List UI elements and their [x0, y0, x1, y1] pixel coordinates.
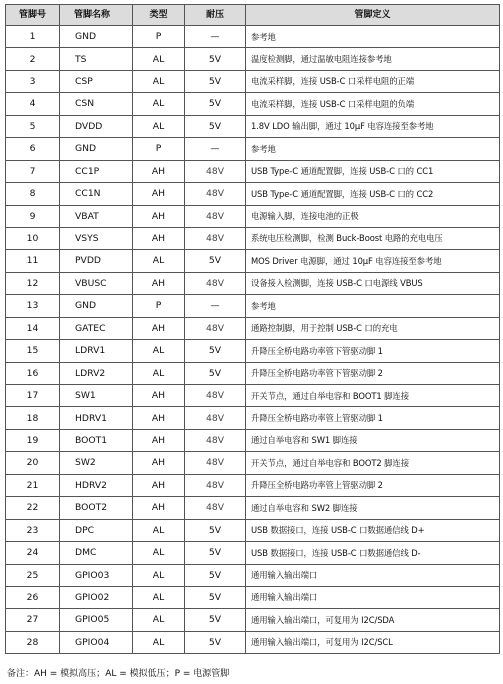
pin-type-cell: AH: [133, 474, 185, 496]
pin-definition-cell: USB 数据接口，连接 USB-C 口数据通信线 D-: [246, 542, 500, 564]
table-row: [6, 317, 500, 339]
pin-type-cell: P: [133, 138, 185, 160]
pin-voltage-cell: 48V: [185, 160, 246, 182]
pin-definition-cell: USB Type-C 通道配置脚，连接 USB-C 口的 CC2: [246, 183, 500, 205]
pin-name-cell: SW2: [60, 452, 133, 474]
pin-number-cell: 16: [6, 362, 60, 384]
pin-definition-cell: 电流采样脚，连接 USB-C 口采样电阻的负端: [246, 93, 500, 115]
pin-name-cell: GPIO03: [60, 564, 133, 586]
pin-name-cell: CSN: [60, 93, 133, 115]
pin-name-cell: GATEC: [60, 317, 133, 339]
table-row: [6, 250, 500, 272]
pin-definition-cell: USB 数据接口，连接 USB-C 口数据通信线 D+: [246, 519, 500, 541]
pin-type-cell: AL: [133, 609, 185, 631]
table-row: [6, 227, 500, 249]
pin-type-cell: AL: [133, 93, 185, 115]
pin-name-cell: HDRV2: [60, 474, 133, 496]
pin-voltage-cell: 5V: [185, 564, 246, 586]
table-row: [6, 183, 500, 205]
pin-name-cell: LDRV2: [60, 362, 133, 384]
pin-definition-cell: 参考地: [246, 138, 500, 160]
pin-name-cell: HDRV1: [60, 407, 133, 429]
pin-type-cell: AL: [133, 48, 185, 70]
pin-definition-cell: 通路控制脚，用于控制 USB-C 口的充电: [246, 317, 500, 339]
table-row: [6, 519, 500, 541]
pin-name-cell: VBAT: [60, 205, 133, 227]
pin-name-cell: DMC: [60, 542, 133, 564]
pin-number-cell: 11: [6, 250, 60, 272]
pin-type-cell: AL: [133, 70, 185, 92]
pin-number-cell: 19: [6, 429, 60, 451]
pin-type-cell: AL: [133, 586, 185, 608]
table-row: [6, 272, 500, 294]
pin-definition-cell: 参考地: [246, 26, 500, 48]
pin-number-cell: 9: [6, 205, 60, 227]
pin-type-cell: AH: [133, 183, 185, 205]
pin-number-cell: 26: [6, 586, 60, 608]
pin-definition-cell: 设备接入检测脚，连接 USB-C 口电源线 VBUS: [246, 272, 500, 294]
table-row: [6, 609, 500, 631]
pin-voltage-cell: 48V: [185, 317, 246, 339]
table-row: [6, 295, 500, 317]
table-row: [6, 70, 500, 92]
pin-type-cell: AH: [133, 317, 185, 339]
pin-name-cell: GND: [60, 138, 133, 160]
table-header-row: [6, 5, 500, 26]
pin-number-cell: 24: [6, 542, 60, 564]
pin-number-cell: 13: [6, 295, 60, 317]
pin-name-cell: GPIO02: [60, 586, 133, 608]
pin-definition-cell: 温度检测脚，通过温敏电阻连接参考地: [246, 48, 500, 70]
pin-type-cell: AL: [133, 115, 185, 137]
pin-voltage-cell: 5V: [185, 542, 246, 564]
pin-definition-cell: 电流采样脚，连接 USB-C 口采样电阻的正端: [246, 70, 500, 92]
pin-definition-cell: 升降压全桥电路功率管上管驱动脚 2: [246, 474, 500, 496]
pin-number-cell: 2: [6, 48, 60, 70]
table-row: [6, 385, 500, 407]
pin-number-cell: 22: [6, 497, 60, 519]
pin-voltage-cell: 48V: [185, 385, 246, 407]
pin-type-cell: AL: [133, 631, 185, 653]
pin-voltage-cell: 48V: [185, 227, 246, 249]
pin-number-cell: 14: [6, 317, 60, 339]
header-pin-name: 管脚名称: [60, 5, 133, 26]
pin-voltage-cell: 5V: [185, 586, 246, 608]
table-row: [6, 93, 500, 115]
pin-number-cell: 4: [6, 93, 60, 115]
pin-definition-cell: MOS Driver 电源脚，通过 10μF 电容连接至参考地: [246, 250, 500, 272]
table-row: [6, 205, 500, 227]
pin-number-cell: 10: [6, 227, 60, 249]
pin-name-cell: GND: [60, 295, 133, 317]
table-row: [6, 138, 500, 160]
pin-type-cell: AH: [133, 272, 185, 294]
table-row: [6, 407, 500, 429]
pin-voltage-cell: 5V: [185, 70, 246, 92]
pin-name-cell: CSP: [60, 70, 133, 92]
pin-definition-cell: 系统电压检测脚，检测 Buck-Boost 电路的充电电压: [246, 227, 500, 249]
table-row: [6, 586, 500, 608]
pin-type-cell: AL: [133, 340, 185, 362]
pin-voltage-cell: —: [185, 26, 246, 48]
pin-name-cell: BOOT2: [60, 497, 133, 519]
header-pin-number: 管脚号: [6, 5, 60, 26]
pin-number-cell: 12: [6, 272, 60, 294]
pin-name-cell: LDRV1: [60, 340, 133, 362]
pin-type-cell: AH: [133, 497, 185, 519]
pin-definition-cell: 通用输入输出端口，可复用为 I2C/SCL: [246, 631, 500, 653]
table-row: [6, 160, 500, 182]
pin-type-cell: AH: [133, 160, 185, 182]
pin-number-cell: 18: [6, 407, 60, 429]
table-row: [6, 362, 500, 384]
pin-definition-table: [5, 4, 500, 654]
pin-definition-cell: 升降压全桥电路功率管下管驱动脚 1: [246, 340, 500, 362]
pin-voltage-cell: 5V: [185, 631, 246, 653]
pin-definition-cell: 开关节点，通过自举电容和 BOOT1 脚连接: [246, 385, 500, 407]
pin-type-cell: AH: [133, 429, 185, 451]
pin-definition-cell: 开关节点，通过自举电容和 BOOT2 脚连接: [246, 452, 500, 474]
pin-type-cell: AH: [133, 407, 185, 429]
table-row: [6, 26, 500, 48]
pin-name-cell: PVDD: [60, 250, 133, 272]
pin-name-cell: GPIO04: [60, 631, 133, 653]
pin-name-cell: VBUSC: [60, 272, 133, 294]
pin-voltage-cell: 48V: [185, 183, 246, 205]
pin-type-cell: AH: [133, 227, 185, 249]
pin-name-cell: GND: [60, 26, 133, 48]
footnote: 备注：AH = 模拟高压；AL = 模拟低压；P = 电源管脚: [7, 669, 230, 679]
table-row: [6, 631, 500, 653]
table-row: [6, 48, 500, 70]
pin-voltage-cell: 48V: [185, 452, 246, 474]
pin-definition-cell: 通用输入输出端口: [246, 586, 500, 608]
pin-voltage-cell: 5V: [185, 250, 246, 272]
pin-definition-cell: 升降压全桥电路功率管下管驱动脚 2: [246, 362, 500, 384]
pin-voltage-cell: 48V: [185, 497, 246, 519]
table-row: [6, 429, 500, 451]
pin-type-cell: AL: [133, 542, 185, 564]
pin-name-cell: SW1: [60, 385, 133, 407]
pin-type-cell: AL: [133, 250, 185, 272]
pin-number-cell: 23: [6, 519, 60, 541]
pin-voltage-cell: 48V: [185, 272, 246, 294]
pin-type-cell: AH: [133, 205, 185, 227]
pin-voltage-cell: 5V: [185, 48, 246, 70]
pin-name-cell: VSYS: [60, 227, 133, 249]
table-row: [6, 452, 500, 474]
table-row: [6, 474, 500, 496]
pin-name-cell: CC1P: [60, 160, 133, 182]
pin-number-cell: 7: [6, 160, 60, 182]
pin-number-cell: 5: [6, 115, 60, 137]
pin-definition-cell: 通过自举电容和 SW2 脚连接: [246, 497, 500, 519]
pin-voltage-cell: 48V: [185, 407, 246, 429]
pin-type-cell: AL: [133, 362, 185, 384]
table-row: [6, 115, 500, 137]
pin-name-cell: CC1N: [60, 183, 133, 205]
pin-definition-cell: USB Type-C 通道配置脚，连接 USB-C 口的 CC1: [246, 160, 500, 182]
pin-number-cell: 20: [6, 452, 60, 474]
pin-voltage-cell: 5V: [185, 93, 246, 115]
pin-number-cell: 28: [6, 631, 60, 653]
pin-definition-cell: 升降压全桥电路功率管上管驱动脚 1: [246, 407, 500, 429]
pin-number-cell: 27: [6, 609, 60, 631]
pin-voltage-cell: —: [185, 138, 246, 160]
pin-definition-cell: 参考地: [246, 295, 500, 317]
header-type: 类型: [133, 5, 185, 26]
header-voltage: 耐压: [185, 5, 246, 26]
pin-number-cell: 21: [6, 474, 60, 496]
pin-voltage-cell: 48V: [185, 474, 246, 496]
pin-definition-cell: 1.8V LDO 输出脚，通过 10μF 电容连接至参考地: [246, 115, 500, 137]
pin-type-cell: AH: [133, 385, 185, 407]
pin-voltage-cell: 5V: [185, 115, 246, 137]
pin-type-cell: P: [133, 26, 185, 48]
pin-definition-cell: 电源输入脚，连接电池的正极: [246, 205, 500, 227]
pin-name-cell: TS: [60, 48, 133, 70]
pin-definition-cell: 通过自举电容和 SW1 脚连接: [246, 429, 500, 451]
pin-type-cell: P: [133, 295, 185, 317]
pin-definition-cell: 通用输入输出端口，可复用为 I2C/SDA: [246, 609, 500, 631]
table-row: [6, 542, 500, 564]
pin-voltage-cell: 5V: [185, 519, 246, 541]
pin-voltage-cell: 5V: [185, 609, 246, 631]
pin-voltage-cell: 48V: [185, 429, 246, 451]
table-row: [6, 340, 500, 362]
pin-number-cell: 6: [6, 138, 60, 160]
header-pin-definition: 管脚定义: [246, 5, 500, 26]
pin-name-cell: DPC: [60, 519, 133, 541]
table-row: [6, 564, 500, 586]
pin-number-cell: 3: [6, 70, 60, 92]
table-row: [6, 497, 500, 519]
pin-name-cell: GPIO05: [60, 609, 133, 631]
pin-type-cell: AH: [133, 452, 185, 474]
pin-voltage-cell: 48V: [185, 205, 246, 227]
pin-type-cell: AL: [133, 519, 185, 541]
pin-voltage-cell: 5V: [185, 340, 246, 362]
pin-number-cell: 1: [6, 26, 60, 48]
pin-voltage-cell: —: [185, 295, 246, 317]
pin-definition-cell: 通用输入输出端口: [246, 564, 500, 586]
pin-number-cell: 8: [6, 183, 60, 205]
pin-voltage-cell: 5V: [185, 362, 246, 384]
pin-number-cell: 17: [6, 385, 60, 407]
pin-name-cell: BOOT1: [60, 429, 133, 451]
pin-number-cell: 15: [6, 340, 60, 362]
pin-number-cell: 25: [6, 564, 60, 586]
pin-name-cell: DVDD: [60, 115, 133, 137]
pin-type-cell: AL: [133, 564, 185, 586]
